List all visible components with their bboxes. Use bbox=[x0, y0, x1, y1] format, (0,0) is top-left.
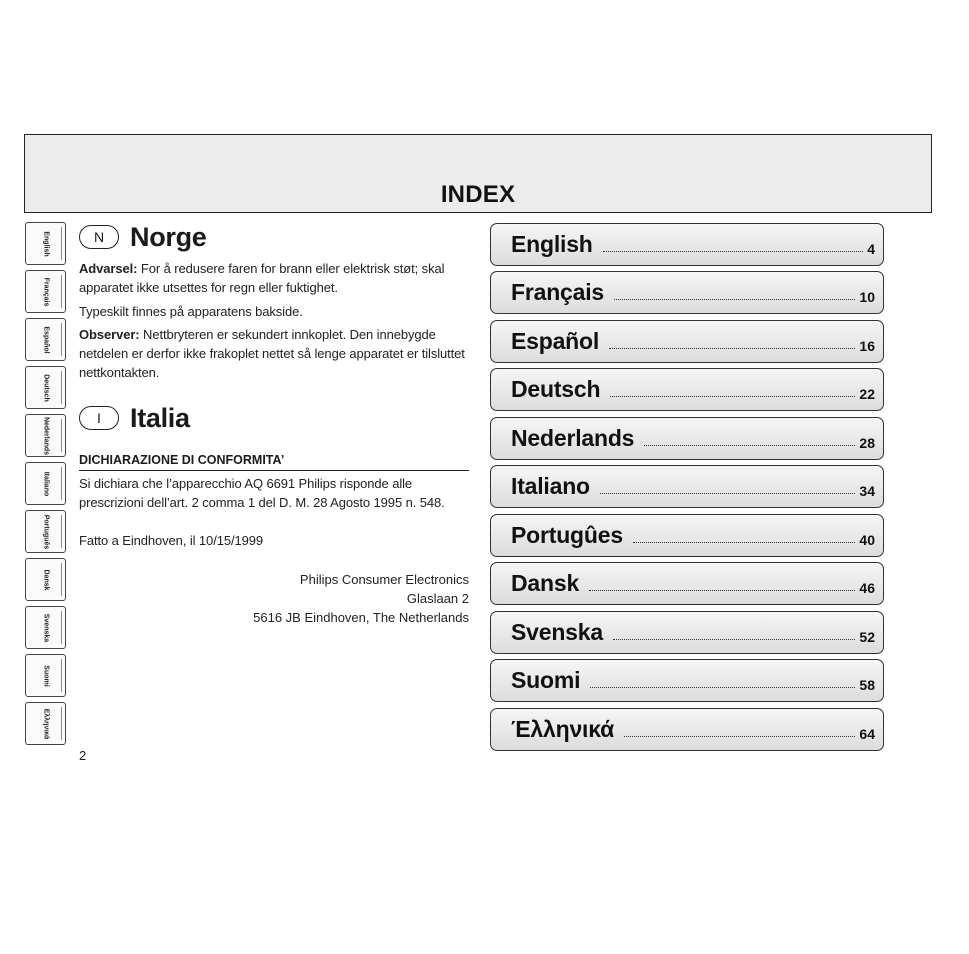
observe-text: Nettbryteren er sekundert innkoplet. Den innebygde netdelen er derfor ikke frakoplet nettet så lenge apparatet er tilsluttet nettkontakten. bbox=[79, 327, 465, 380]
toc-item-dansk[interactable] bbox=[490, 562, 884, 605]
conformity-text: Si dichiara che l’apparecchio AQ 6691 Philips risponde alle prescrizioni dell’art. 2 comma 1 del D. M. 28 Agosto 1995 n. 548. bbox=[79, 476, 445, 510]
toc-label: Deutsch bbox=[511, 376, 601, 402]
address-line: 5616 JB Eindhoven, The Netherlands bbox=[253, 610, 469, 625]
side-tab-deutsch[interactable] bbox=[25, 366, 66, 409]
conformity-heading: DICHIARAZIONE DI CONFORMITA’ bbox=[79, 453, 469, 471]
section-title: Italia bbox=[130, 402, 190, 433]
dot-leader bbox=[633, 542, 855, 543]
observe-label: Observer: bbox=[79, 327, 140, 342]
toc-page: 4 bbox=[867, 240, 875, 257]
address-line: Glaslaan 2 bbox=[406, 591, 469, 606]
side-tab-dansk[interactable] bbox=[25, 558, 66, 601]
dot-leader bbox=[600, 493, 856, 494]
side-tab-label: Dansk bbox=[42, 568, 49, 591]
side-tab-francais[interactable] bbox=[25, 270, 66, 313]
side-tab-label: Nederlands bbox=[42, 416, 49, 455]
warning-text: For å redusere faren for brann eller elektrisk støt; skal apparatet ikke utsettes for regn eller fuktighet. bbox=[79, 261, 445, 295]
dot-leader bbox=[609, 348, 855, 349]
norge-warning bbox=[79, 259, 469, 297]
toc-label: English bbox=[511, 231, 593, 257]
side-tab-label: Português bbox=[42, 514, 49, 549]
toc-label: Nederlands bbox=[511, 425, 635, 451]
toc-item-italiano[interactable] bbox=[490, 465, 884, 508]
dot-leader bbox=[603, 251, 864, 252]
toc-page: 22 bbox=[859, 385, 875, 402]
toc-page: 58 bbox=[859, 676, 875, 693]
side-tab-svenska[interactable] bbox=[25, 606, 66, 649]
header-band bbox=[24, 134, 932, 213]
dot-leader bbox=[624, 736, 855, 737]
toc-label: Dansk bbox=[511, 570, 580, 596]
toc-label: Έλληνικά bbox=[511, 716, 615, 742]
norge-observe bbox=[79, 325, 469, 382]
toc-label: Español bbox=[511, 328, 600, 354]
dot-leader bbox=[644, 445, 855, 446]
toc-label: Suomi bbox=[511, 667, 581, 693]
side-tab-suomi[interactable] bbox=[25, 654, 66, 697]
toc-label: Français bbox=[511, 279, 605, 305]
toc-item-nederlands[interactable] bbox=[490, 417, 884, 460]
page-title: INDEX bbox=[440, 181, 516, 208]
side-tab-label: Suomi bbox=[42, 664, 49, 687]
dot-leader bbox=[589, 590, 855, 591]
norge-type-plate: Typeskilt finnes på apparatens bakside. bbox=[79, 304, 303, 319]
side-tab-english[interactable] bbox=[25, 222, 66, 265]
page-number: 2 bbox=[79, 748, 87, 763]
address-line: Philips Consumer Electronics bbox=[299, 572, 469, 587]
side-tab-espanol[interactable] bbox=[25, 318, 66, 361]
side-tab-label: Deutsch bbox=[42, 373, 49, 402]
side-tab-label: English bbox=[42, 230, 49, 257]
toc-label: Italiano bbox=[511, 473, 590, 499]
manufacturer-address bbox=[79, 570, 469, 627]
toc-item-portugues[interactable] bbox=[490, 514, 884, 557]
toc-page: 10 bbox=[859, 288, 875, 305]
norge-heading bbox=[79, 220, 207, 254]
warning-label: Advarsel: bbox=[79, 261, 138, 276]
side-tab-portugues[interactable] bbox=[25, 510, 66, 553]
toc-page: 64 bbox=[859, 725, 875, 742]
italia-heading bbox=[79, 401, 190, 435]
conformity-place-date: Fatto a Eindhoven, il 10/15/1999 bbox=[79, 533, 263, 548]
toc-page: 28 bbox=[859, 434, 875, 451]
side-tab-label: Español bbox=[42, 325, 49, 354]
toc-item-francais[interactable] bbox=[490, 271, 884, 314]
country-letter-badge: N bbox=[79, 225, 119, 249]
toc-item-suomi[interactable] bbox=[490, 659, 884, 702]
toc-page: 40 bbox=[859, 531, 875, 548]
toc-item-ellinika[interactable] bbox=[490, 708, 884, 751]
toc-label: Svenska bbox=[511, 619, 603, 645]
section-title: Norge bbox=[130, 221, 207, 252]
side-tab-label: Italiano bbox=[42, 471, 49, 496]
dot-leader bbox=[614, 299, 855, 300]
side-tab-label: Ελληνικά bbox=[42, 708, 49, 739]
toc-item-english[interactable] bbox=[490, 223, 884, 266]
toc-page: 52 bbox=[859, 628, 875, 645]
toc-item-svenska[interactable] bbox=[490, 611, 884, 654]
dot-leader bbox=[613, 639, 855, 640]
toc-item-espanol[interactable] bbox=[490, 320, 884, 363]
side-tab-ellinika[interactable] bbox=[25, 702, 66, 745]
side-tab-nederlands[interactable] bbox=[25, 414, 66, 457]
side-tab-label: Svenska bbox=[42, 613, 49, 642]
side-tab-italiano[interactable] bbox=[25, 462, 66, 505]
side-tab-label: Français bbox=[42, 277, 49, 306]
toc-page: 16 bbox=[859, 337, 875, 354]
country-letter-badge: I bbox=[79, 406, 119, 430]
dot-leader bbox=[610, 396, 855, 397]
toc-page: 46 bbox=[859, 579, 875, 596]
toc-item-deutsch[interactable] bbox=[490, 368, 884, 411]
toc-page: 34 bbox=[859, 482, 875, 499]
toc-label: Portugûes bbox=[511, 522, 623, 548]
dot-leader bbox=[590, 687, 855, 688]
